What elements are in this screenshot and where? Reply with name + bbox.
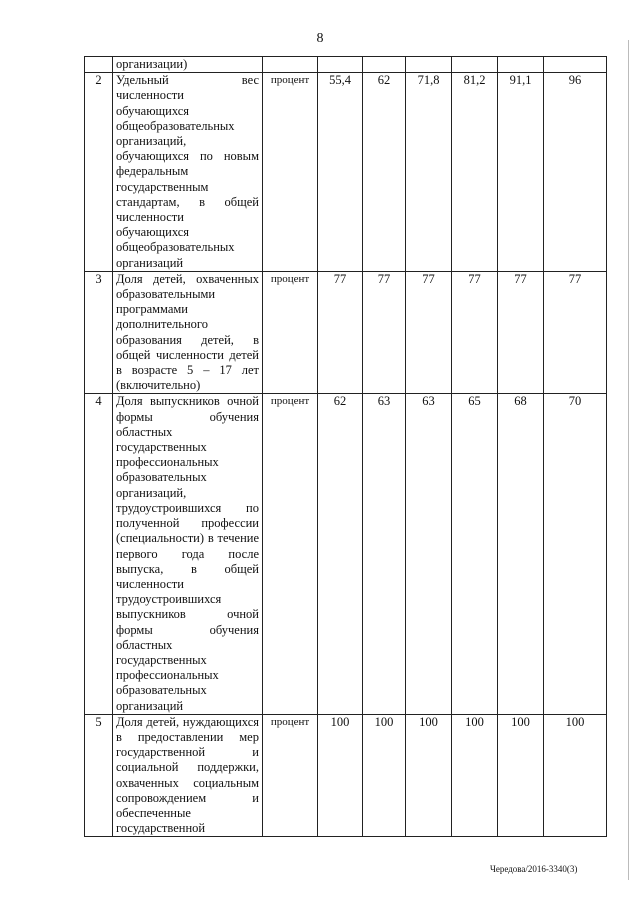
cell-desc: организации)	[113, 57, 263, 73]
value-cell: 100	[452, 714, 498, 837]
value-cell: 77	[318, 271, 363, 394]
value-cell: 81,2	[452, 73, 498, 272]
indicators-table	[84, 56, 607, 837]
unit: процент	[263, 394, 318, 714]
value-cell: 65	[452, 394, 498, 714]
value-cell: 77	[452, 271, 498, 394]
indicator-description: Доля детей, нуждающихся в предоставлении мер государственной и социальной поддержки, охваченных социальным сопровождением и обеспеченные государственной	[113, 714, 263, 837]
value-cell: 68	[498, 394, 544, 714]
value-cell: 77	[498, 271, 544, 394]
value-cell: 100	[498, 714, 544, 837]
indicator-description: Удельный вес численности обучающихся общеобразовательных организаций, обучающихся по новым федеральным государственным стандартам, в общей численности обучающихся общеобразовательных организаций	[113, 73, 263, 272]
table-row	[85, 714, 607, 837]
unit: процент	[263, 73, 318, 272]
value-cell: 62	[363, 73, 406, 272]
value-cell: 100	[318, 714, 363, 837]
document-code: Чередова/2016-3340(3)	[490, 864, 578, 874]
unit: процент	[263, 714, 318, 837]
value-cell: 77	[363, 271, 406, 394]
unit: процент	[263, 271, 318, 394]
indicator-description: Доля детей, охваченных образовательными программами дополнительного образования детей, в общей численности детей в возрасте 5 – 17 лет (включительно)	[113, 271, 263, 394]
row-number: 5	[85, 714, 113, 837]
value-cell: 55,4	[318, 73, 363, 272]
value-cell: 100	[544, 714, 607, 837]
value-cell: 96	[544, 73, 607, 272]
row-number: 3	[85, 271, 113, 394]
value-cell: 71,8	[406, 73, 452, 272]
table-row	[85, 394, 607, 714]
row-number: 2	[85, 73, 113, 272]
value-cell: 62	[318, 394, 363, 714]
value-cell: 63	[406, 394, 452, 714]
value-cell: 63	[363, 394, 406, 714]
value-cell: 70	[544, 394, 607, 714]
value-cell: 77	[544, 271, 607, 394]
page-edge-line	[628, 40, 629, 880]
cell-num	[85, 57, 113, 73]
row-number: 4	[85, 394, 113, 714]
table-row	[85, 271, 607, 394]
indicator-description: Доля выпускников очной формы обучения областных государственных профессиональных образовательных организаций, трудоустроившихся по полученной профессии (специальности) в течение первого года после выпуска, в общей численности трудоустроившихся выпускников очной формы обучения областных государственных профессиональных образовательных организаций	[113, 394, 263, 714]
value-cell: 77	[406, 271, 452, 394]
value-cell: 100	[406, 714, 452, 837]
value-cell: 91,1	[498, 73, 544, 272]
value-cell: 100	[363, 714, 406, 837]
page-number: 8	[316, 31, 324, 46]
table-row	[85, 73, 607, 272]
table-row-continued	[85, 57, 607, 73]
